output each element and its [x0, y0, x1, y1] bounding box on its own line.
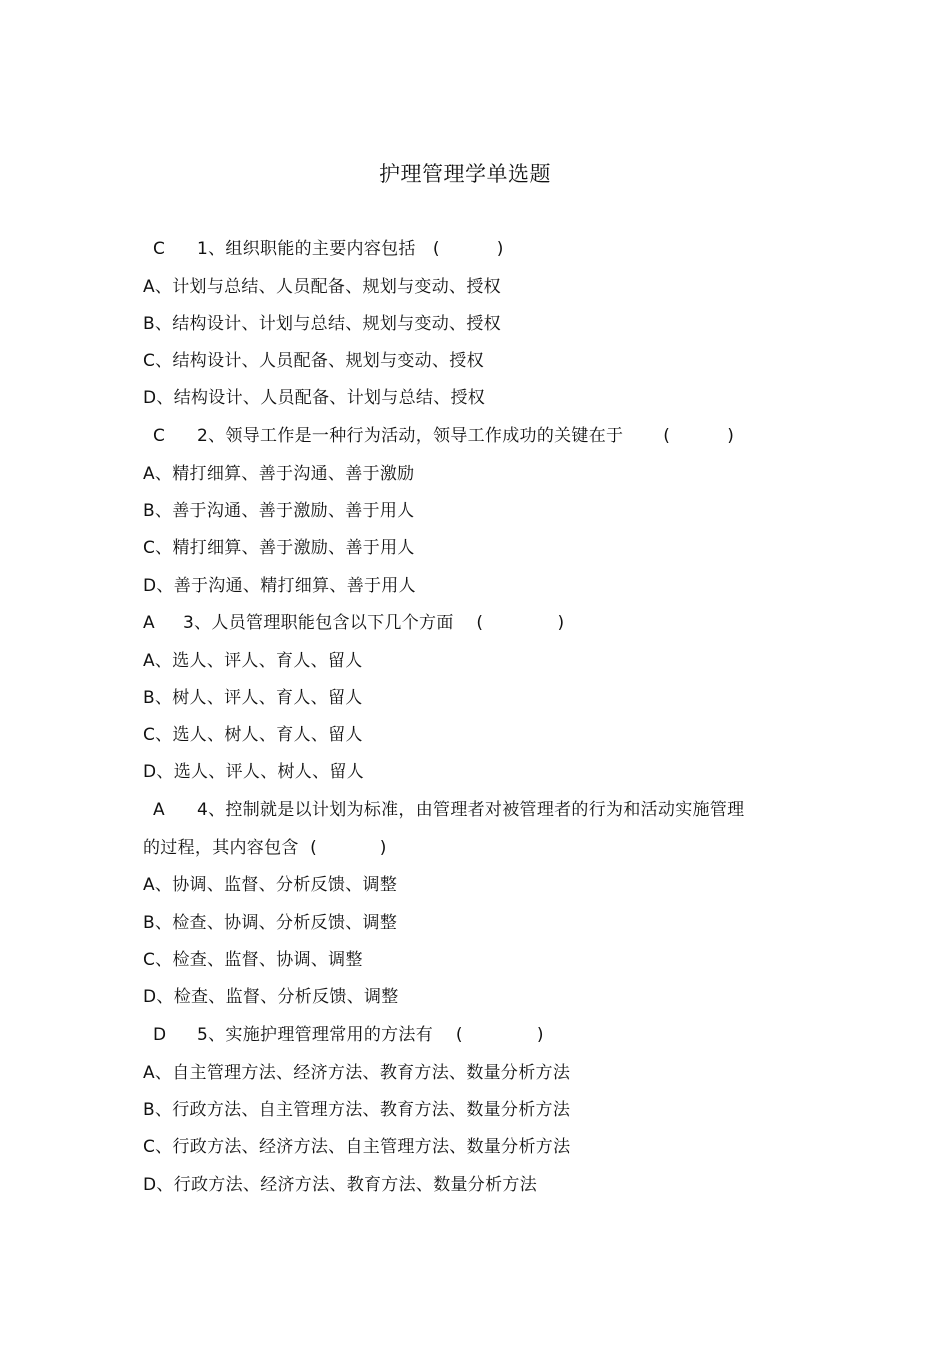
question-stem [153, 424, 734, 448]
option: A、自主管理方法、经济方法、教育方法、数量分析方法 [143, 1063, 571, 1083]
question-stem [153, 237, 504, 261]
question-stem [143, 611, 564, 635]
stem-text: 5、实施护理管理常用的方法有 ( ) [197, 1025, 544, 1045]
question-stem-continued: 的过程，其内容包含 ( ) [143, 838, 387, 858]
answer-key: D [153, 1025, 167, 1045]
option: C、检查、监督、协调、调整 [143, 950, 363, 970]
option: A、选人、评人、育人、留人 [143, 651, 363, 671]
option: D、善于沟通、精打细算、善于用人 [143, 576, 416, 596]
option: C、精打细算、善于激励、善于用人 [143, 538, 415, 558]
stem-text: 3、人员管理职能包含以下几个方面 ( ) [183, 613, 565, 633]
option: B、树人、评人、育人、留人 [143, 688, 363, 708]
stem-text: 1、组织职能的主要内容包括 ( ) [197, 239, 504, 259]
stem-text: 2、领导工作是一种行为活动，领导工作成功的关键在于 ( ) [197, 426, 735, 446]
option: D、选人、评人、树人、留人 [143, 762, 364, 782]
page-title: 护理管理学单选题 [379, 162, 551, 186]
option: C、选人、树人、育人、留人 [143, 725, 363, 745]
option: B、善于沟通、善于激励、善于用人 [143, 501, 415, 521]
option: A、精打细算、善于沟通、善于激励 [143, 464, 415, 484]
option: C、结构设计、人员配备、规划与变动、授权 [143, 351, 484, 371]
answer-key: C [153, 426, 166, 446]
answer-key: A [143, 613, 155, 633]
option: D、检查、监督、分析反馈、调整 [143, 987, 399, 1007]
option: B、行政方法、自主管理方法、教育方法、数量分析方法 [143, 1100, 571, 1120]
answer-key: C [153, 239, 166, 259]
question-stem [153, 1023, 544, 1047]
option: A、协调、监督、分析反馈、调整 [143, 875, 398, 895]
stem-text: 4、控制就是以计划为标准，由管理者对被管理者的行为和活动实施管理 [197, 800, 745, 820]
option: D、结构设计、人员配备、计划与总结、授权 [143, 388, 486, 408]
answer-key: A [153, 800, 165, 820]
option: A、计划与总结、人员配备、规划与变动、授权 [143, 277, 501, 297]
option: C、行政方法、经济方法、自主管理方法、数量分析方法 [143, 1137, 571, 1157]
option: B、结构设计、计划与总结、规划与变动、授权 [143, 314, 501, 334]
option: B、检查、协调、分析反馈、调整 [143, 913, 398, 933]
option: D、行政方法、经济方法、教育方法、数量分析方法 [143, 1175, 537, 1195]
question-stem [153, 798, 744, 822]
